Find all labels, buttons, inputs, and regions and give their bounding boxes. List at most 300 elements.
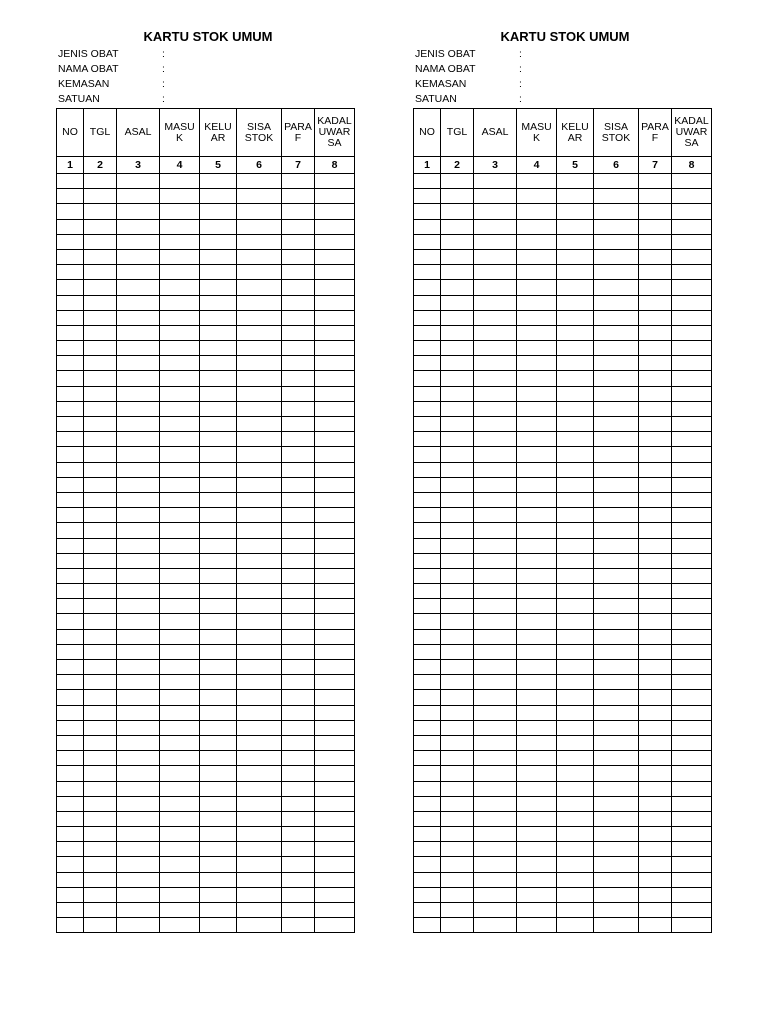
table-cell[interactable] <box>282 903 315 918</box>
table-cell[interactable] <box>639 371 672 386</box>
table-cell[interactable] <box>160 675 200 690</box>
table-cell[interactable] <box>237 629 282 644</box>
table-cell[interactable] <box>200 614 237 629</box>
table-cell[interactable] <box>639 811 672 826</box>
table-cell[interactable] <box>639 568 672 583</box>
table-cell[interactable] <box>237 325 282 340</box>
table-cell[interactable] <box>639 523 672 538</box>
table-cell[interactable] <box>160 310 200 325</box>
table-cell[interactable] <box>117 432 160 447</box>
table-cell[interactable] <box>315 568 355 583</box>
table-cell[interactable] <box>237 796 282 811</box>
table-cell[interactable] <box>557 796 594 811</box>
table-cell[interactable] <box>57 629 84 644</box>
table-cell[interactable] <box>84 584 117 599</box>
table-cell[interactable] <box>200 492 237 507</box>
table-cell[interactable] <box>117 599 160 614</box>
table-cell[interactable] <box>594 599 639 614</box>
table-cell[interactable] <box>117 234 160 249</box>
table-cell[interactable] <box>441 584 474 599</box>
table-cell[interactable] <box>57 842 84 857</box>
table-cell[interactable] <box>315 249 355 264</box>
table-cell[interactable] <box>237 918 282 933</box>
table-cell[interactable] <box>639 872 672 887</box>
table-cell[interactable] <box>474 553 517 568</box>
table-cell[interactable] <box>84 432 117 447</box>
table-cell[interactable] <box>117 325 160 340</box>
table-cell[interactable] <box>594 553 639 568</box>
table-cell[interactable] <box>414 842 441 857</box>
table-cell[interactable] <box>57 249 84 264</box>
table-cell[interactable] <box>160 538 200 553</box>
table-cell[interactable] <box>160 599 200 614</box>
table-cell[interactable] <box>282 234 315 249</box>
table-cell[interactable] <box>315 280 355 295</box>
table-cell[interactable] <box>414 462 441 477</box>
table-cell[interactable] <box>672 629 712 644</box>
table-cell[interactable] <box>414 675 441 690</box>
table-cell[interactable] <box>474 538 517 553</box>
table-cell[interactable] <box>441 447 474 462</box>
table-cell[interactable] <box>282 827 315 842</box>
table-cell[interactable] <box>282 690 315 705</box>
table-cell[interactable] <box>315 310 355 325</box>
table-cell[interactable] <box>315 325 355 340</box>
table-cell[interactable] <box>57 751 84 766</box>
table-cell[interactable] <box>117 644 160 659</box>
table-cell[interactable] <box>594 204 639 219</box>
table-cell[interactable] <box>441 660 474 675</box>
table-cell[interactable] <box>84 781 117 796</box>
table-cell[interactable] <box>672 249 712 264</box>
table-cell[interactable] <box>315 234 355 249</box>
table-cell[interactable] <box>557 492 594 507</box>
table-cell[interactable] <box>84 295 117 310</box>
table-cell[interactable] <box>517 356 557 371</box>
table-cell[interactable] <box>237 371 282 386</box>
table-cell[interactable] <box>639 447 672 462</box>
table-cell[interactable] <box>57 857 84 872</box>
table-cell[interactable] <box>639 477 672 492</box>
table-cell[interactable] <box>315 189 355 204</box>
table-cell[interactable] <box>282 644 315 659</box>
table-cell[interactable] <box>441 219 474 234</box>
table-cell[interactable] <box>594 462 639 477</box>
table-cell[interactable] <box>160 660 200 675</box>
table-cell[interactable] <box>117 857 160 872</box>
table-cell[interactable] <box>672 584 712 599</box>
table-cell[interactable] <box>441 174 474 189</box>
table-cell[interactable] <box>84 644 117 659</box>
table-cell[interactable] <box>282 523 315 538</box>
table-cell[interactable] <box>200 857 237 872</box>
table-cell[interactable] <box>200 371 237 386</box>
table-cell[interactable] <box>441 887 474 902</box>
table-cell[interactable] <box>200 417 237 432</box>
table-cell[interactable] <box>237 644 282 659</box>
table-cell[interactable] <box>237 234 282 249</box>
table-cell[interactable] <box>639 432 672 447</box>
table-cell[interactable] <box>557 265 594 280</box>
table-cell[interactable] <box>315 523 355 538</box>
table-cell[interactable] <box>517 295 557 310</box>
table-cell[interactable] <box>441 401 474 416</box>
table-cell[interactable] <box>414 720 441 735</box>
table-cell[interactable] <box>414 265 441 280</box>
table-cell[interactable] <box>160 477 200 492</box>
table-cell[interactable] <box>441 827 474 842</box>
table-cell[interactable] <box>639 660 672 675</box>
table-cell[interactable] <box>517 432 557 447</box>
table-cell[interactable] <box>639 219 672 234</box>
table-cell[interactable] <box>414 735 441 750</box>
table-cell[interactable] <box>200 903 237 918</box>
table-cell[interactable] <box>160 265 200 280</box>
table-cell[interactable] <box>517 310 557 325</box>
table-cell[interactable] <box>315 371 355 386</box>
table-cell[interactable] <box>639 887 672 902</box>
table-cell[interactable] <box>237 705 282 720</box>
table-cell[interactable] <box>84 492 117 507</box>
table-cell[interactable] <box>282 553 315 568</box>
table-cell[interactable] <box>160 295 200 310</box>
table-cell[interactable] <box>315 827 355 842</box>
table-cell[interactable] <box>672 811 712 826</box>
table-cell[interactable] <box>414 508 441 523</box>
table-cell[interactable] <box>557 903 594 918</box>
table-cell[interactable] <box>160 462 200 477</box>
table-cell[interactable] <box>160 492 200 507</box>
table-cell[interactable] <box>474 325 517 340</box>
table-cell[interactable] <box>557 523 594 538</box>
table-cell[interactable] <box>200 735 237 750</box>
table-cell[interactable] <box>117 508 160 523</box>
table-cell[interactable] <box>160 705 200 720</box>
table-cell[interactable] <box>441 599 474 614</box>
table-cell[interactable] <box>200 599 237 614</box>
table-cell[interactable] <box>474 842 517 857</box>
table-cell[interactable] <box>315 811 355 826</box>
table-cell[interactable] <box>117 447 160 462</box>
table-cell[interactable] <box>237 599 282 614</box>
table-cell[interactable] <box>474 766 517 781</box>
table-cell[interactable] <box>57 447 84 462</box>
table-cell[interactable] <box>160 280 200 295</box>
table-cell[interactable] <box>117 386 160 401</box>
table-cell[interactable] <box>57 827 84 842</box>
table-cell[interactable] <box>200 325 237 340</box>
table-cell[interactable] <box>414 903 441 918</box>
table-cell[interactable] <box>315 447 355 462</box>
table-cell[interactable] <box>84 918 117 933</box>
table-cell[interactable] <box>639 584 672 599</box>
table-cell[interactable] <box>557 918 594 933</box>
table-cell[interactable] <box>639 796 672 811</box>
table-cell[interactable] <box>594 842 639 857</box>
table-cell[interactable] <box>557 857 594 872</box>
table-cell[interactable] <box>117 903 160 918</box>
table-cell[interactable] <box>84 280 117 295</box>
table-cell[interactable] <box>594 341 639 356</box>
table-cell[interactable] <box>414 553 441 568</box>
table-cell[interactable] <box>282 219 315 234</box>
table-cell[interactable] <box>117 462 160 477</box>
table-cell[interactable] <box>557 204 594 219</box>
table-cell[interactable] <box>441 705 474 720</box>
table-cell[interactable] <box>594 401 639 416</box>
table-cell[interactable] <box>594 234 639 249</box>
table-cell[interactable] <box>474 356 517 371</box>
table-cell[interactable] <box>84 827 117 842</box>
table-cell[interactable] <box>117 371 160 386</box>
table-cell[interactable] <box>57 766 84 781</box>
table-cell[interactable] <box>517 705 557 720</box>
table-cell[interactable] <box>57 356 84 371</box>
table-cell[interactable] <box>639 857 672 872</box>
table-cell[interactable] <box>57 265 84 280</box>
table-cell[interactable] <box>117 842 160 857</box>
table-cell[interactable] <box>160 766 200 781</box>
table-cell[interactable] <box>594 872 639 887</box>
table-cell[interactable] <box>672 189 712 204</box>
table-cell[interactable] <box>84 174 117 189</box>
table-cell[interactable] <box>672 842 712 857</box>
table-cell[interactable] <box>594 827 639 842</box>
table-cell[interactable] <box>474 872 517 887</box>
table-cell[interactable] <box>557 614 594 629</box>
table-cell[interactable] <box>200 174 237 189</box>
table-cell[interactable] <box>517 918 557 933</box>
table-cell[interactable] <box>117 735 160 750</box>
table-cell[interactable] <box>315 417 355 432</box>
table-cell[interactable] <box>200 811 237 826</box>
table-cell[interactable] <box>557 325 594 340</box>
table-cell[interactable] <box>117 523 160 538</box>
table-cell[interactable] <box>160 204 200 219</box>
table-cell[interactable] <box>237 584 282 599</box>
table-cell[interactable] <box>474 584 517 599</box>
table-cell[interactable] <box>414 705 441 720</box>
table-cell[interactable] <box>414 599 441 614</box>
table-cell[interactable] <box>441 356 474 371</box>
table-cell[interactable] <box>200 462 237 477</box>
table-cell[interactable] <box>639 690 672 705</box>
table-cell[interactable] <box>200 219 237 234</box>
table-cell[interactable] <box>200 766 237 781</box>
table-cell[interactable] <box>414 614 441 629</box>
table-cell[interactable] <box>414 492 441 507</box>
table-cell[interactable] <box>672 492 712 507</box>
table-cell[interactable] <box>282 265 315 280</box>
table-cell[interactable] <box>474 614 517 629</box>
table-cell[interactable] <box>414 249 441 264</box>
table-cell[interactable] <box>200 189 237 204</box>
table-cell[interactable] <box>414 568 441 583</box>
table-cell[interactable] <box>237 492 282 507</box>
table-cell[interactable] <box>315 265 355 280</box>
table-cell[interactable] <box>282 857 315 872</box>
table-cell[interactable] <box>639 553 672 568</box>
table-cell[interactable] <box>594 568 639 583</box>
table-cell[interactable] <box>517 842 557 857</box>
table-cell[interactable] <box>200 675 237 690</box>
table-cell[interactable] <box>441 842 474 857</box>
table-cell[interactable] <box>282 751 315 766</box>
table-cell[interactable] <box>237 401 282 416</box>
table-cell[interactable] <box>594 538 639 553</box>
table-cell[interactable] <box>594 705 639 720</box>
table-cell[interactable] <box>414 295 441 310</box>
table-cell[interactable] <box>474 523 517 538</box>
table-cell[interactable] <box>672 887 712 902</box>
table-cell[interactable] <box>474 675 517 690</box>
table-cell[interactable] <box>517 219 557 234</box>
table-cell[interactable] <box>200 249 237 264</box>
table-cell[interactable] <box>160 903 200 918</box>
table-cell[interactable] <box>282 386 315 401</box>
table-cell[interactable] <box>639 508 672 523</box>
table-cell[interactable] <box>57 174 84 189</box>
table-cell[interactable] <box>282 204 315 219</box>
table-cell[interactable] <box>474 629 517 644</box>
table-cell[interactable] <box>117 356 160 371</box>
table-cell[interactable] <box>414 417 441 432</box>
table-cell[interactable] <box>200 477 237 492</box>
table-cell[interactable] <box>237 189 282 204</box>
table-cell[interactable] <box>84 189 117 204</box>
table-cell[interactable] <box>160 341 200 356</box>
table-cell[interactable] <box>474 174 517 189</box>
table-cell[interactable] <box>117 660 160 675</box>
table-cell[interactable] <box>237 827 282 842</box>
table-cell[interactable] <box>57 720 84 735</box>
table-cell[interactable] <box>237 660 282 675</box>
table-cell[interactable] <box>672 903 712 918</box>
table-cell[interactable] <box>517 523 557 538</box>
table-cell[interactable] <box>57 234 84 249</box>
table-cell[interactable] <box>517 265 557 280</box>
table-cell[interactable] <box>517 766 557 781</box>
table-cell[interactable] <box>414 371 441 386</box>
table-cell[interactable] <box>672 280 712 295</box>
table-cell[interactable] <box>557 538 594 553</box>
table-cell[interactable] <box>117 204 160 219</box>
table-cell[interactable] <box>594 751 639 766</box>
table-cell[interactable] <box>672 751 712 766</box>
table-cell[interactable] <box>282 295 315 310</box>
table-cell[interactable] <box>117 766 160 781</box>
table-cell[interactable] <box>57 599 84 614</box>
table-cell[interactable] <box>672 599 712 614</box>
table-cell[interactable] <box>672 325 712 340</box>
table-cell[interactable] <box>557 705 594 720</box>
table-cell[interactable] <box>315 462 355 477</box>
table-cell[interactable] <box>57 660 84 675</box>
table-cell[interactable] <box>282 842 315 857</box>
table-cell[interactable] <box>237 781 282 796</box>
table-cell[interactable] <box>557 660 594 675</box>
table-cell[interactable] <box>315 887 355 902</box>
table-cell[interactable] <box>414 325 441 340</box>
table-cell[interactable] <box>57 644 84 659</box>
table-cell[interactable] <box>160 842 200 857</box>
table-cell[interactable] <box>237 219 282 234</box>
table-cell[interactable] <box>117 295 160 310</box>
table-cell[interactable] <box>474 508 517 523</box>
table-cell[interactable] <box>57 903 84 918</box>
table-cell[interactable] <box>441 492 474 507</box>
table-cell[interactable] <box>414 811 441 826</box>
table-cell[interactable] <box>200 538 237 553</box>
table-cell[interactable] <box>441 903 474 918</box>
table-cell[interactable] <box>517 508 557 523</box>
table-cell[interactable] <box>200 568 237 583</box>
table-cell[interactable] <box>160 219 200 234</box>
table-cell[interactable] <box>517 872 557 887</box>
table-cell[interactable] <box>474 234 517 249</box>
table-cell[interactable] <box>594 280 639 295</box>
table-cell[interactable] <box>160 887 200 902</box>
table-cell[interactable] <box>315 918 355 933</box>
table-cell[interactable] <box>117 796 160 811</box>
table-cell[interactable] <box>315 842 355 857</box>
table-cell[interactable] <box>594 523 639 538</box>
table-cell[interactable] <box>84 325 117 340</box>
table-cell[interactable] <box>282 310 315 325</box>
table-cell[interactable] <box>414 690 441 705</box>
table-cell[interactable] <box>160 249 200 264</box>
table-cell[interactable] <box>441 477 474 492</box>
table-cell[interactable] <box>117 401 160 416</box>
table-cell[interactable] <box>315 735 355 750</box>
table-cell[interactable] <box>160 417 200 432</box>
table-cell[interactable] <box>517 538 557 553</box>
table-cell[interactable] <box>315 705 355 720</box>
table-cell[interactable] <box>414 644 441 659</box>
table-cell[interactable] <box>160 523 200 538</box>
table-cell[interactable] <box>200 310 237 325</box>
table-cell[interactable] <box>414 174 441 189</box>
table-cell[interactable] <box>315 341 355 356</box>
table-cell[interactable] <box>594 614 639 629</box>
table-cell[interactable] <box>672 417 712 432</box>
table-cell[interactable] <box>57 918 84 933</box>
table-cell[interactable] <box>237 204 282 219</box>
table-cell[interactable] <box>672 660 712 675</box>
table-cell[interactable] <box>441 568 474 583</box>
table-cell[interactable] <box>517 477 557 492</box>
table-cell[interactable] <box>57 584 84 599</box>
table-cell[interactable] <box>474 432 517 447</box>
table-cell[interactable] <box>441 386 474 401</box>
table-cell[interactable] <box>557 584 594 599</box>
table-cell[interactable] <box>557 766 594 781</box>
table-cell[interactable] <box>282 325 315 340</box>
table-cell[interactable] <box>200 204 237 219</box>
table-cell[interactable] <box>315 675 355 690</box>
table-cell[interactable] <box>160 811 200 826</box>
table-cell[interactable] <box>315 401 355 416</box>
table-cell[interactable] <box>57 675 84 690</box>
table-cell[interactable] <box>517 584 557 599</box>
table-cell[interactable] <box>315 781 355 796</box>
table-cell[interactable] <box>84 629 117 644</box>
table-cell[interactable] <box>557 401 594 416</box>
table-cell[interactable] <box>282 401 315 416</box>
table-cell[interactable] <box>57 705 84 720</box>
table-cell[interactable] <box>517 644 557 659</box>
table-cell[interactable] <box>282 249 315 264</box>
